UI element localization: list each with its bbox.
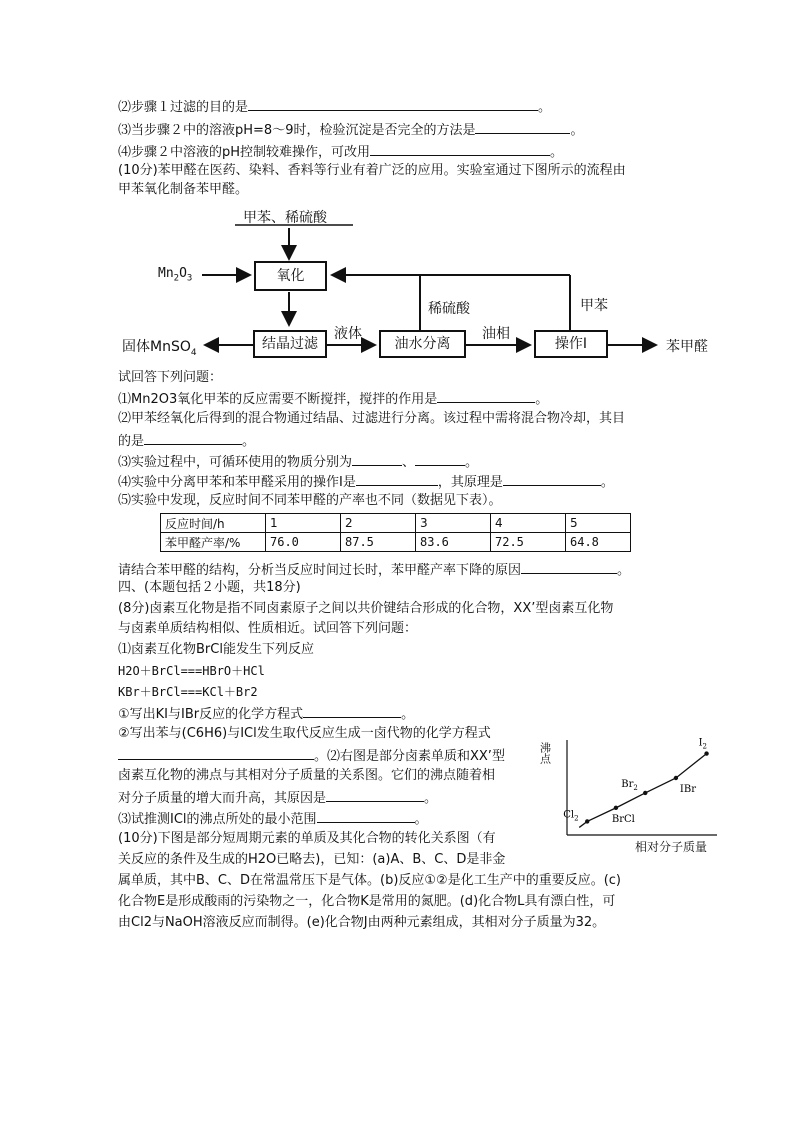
b-question-5: ⑸实验中发现，反应时间不同苯甲醛的产率也不同（数据见下表）。 — [118, 493, 502, 508]
period: 。 — [242, 434, 256, 449]
s4-sub-2b — [118, 747, 505, 765]
period: 。 — [617, 563, 631, 578]
s4-sub-2c: 卤素互化物的沸点与其相对分子质量的关系图。它们的沸点随着相 — [118, 768, 496, 783]
period: 。 — [538, 100, 552, 115]
yield-table — [160, 513, 631, 552]
period: 。 — [401, 707, 415, 722]
data-point — [585, 819, 589, 823]
s4-sub-2: ②写出苯与(C6H6)与ICl发生取代反应生成一卤代物的化学方程式 — [118, 726, 491, 741]
flow-oxidation-box: 氧化 — [254, 261, 327, 291]
period: 。 — [424, 791, 438, 806]
table-cell: 5 — [566, 514, 631, 533]
separator: 、 — [402, 455, 416, 470]
answer-blank[interactable] — [248, 98, 538, 111]
s4-para2e: 由Cl2与NaOH溶液反应而制得。(e)化合物J由两种元素组成，其相对分子质量为32。 — [118, 915, 606, 930]
table-cell: 1 — [266, 514, 341, 533]
answer-blank[interactable] — [370, 143, 550, 156]
flow-oil-label: 油相 — [482, 326, 510, 342]
flow-operation-box: 操作Ⅰ — [534, 330, 608, 358]
boiling-point-chart — [538, 730, 725, 860]
s4-sub-1-text: ①写出KI与IBr反应的化学方程式 — [118, 707, 304, 722]
s4-equation-2: KBr＋BrCl===KCl＋Br2 — [118, 685, 258, 699]
question-3-text: ⑶当步骤２中的溶液pH=8～9时，检验沉淀是否完全的方法是 — [118, 123, 476, 138]
table-cell: 苯甲醛产率/% — [161, 533, 266, 552]
y-axis-label: 沸点 — [538, 742, 552, 764]
b-question-1 — [118, 390, 548, 408]
data-label: $Cl_2$ — [563, 809, 579, 823]
answer-blank[interactable] — [356, 473, 438, 486]
b-question-2b-text: 的是 — [118, 434, 145, 449]
answer-blank[interactable] — [317, 810, 415, 823]
s4-sub-3-text: ⑶试推测ICl的沸点所处的最小范围 — [118, 812, 317, 827]
prompt: 试回答下列问题： — [118, 370, 223, 385]
s4-sub-2d-text: 对分子质量的增大而升高，其原因是 — [118, 791, 327, 806]
s4-equation-1: H2O＋BrCl===HBrO＋HCl — [118, 664, 265, 678]
answer-blank[interactable] — [415, 453, 465, 466]
table-row — [161, 514, 631, 533]
s4-para2b: 关反应的条件及生成的H2O已略去)，已知：(a)A、B、C、D是非金 — [118, 852, 506, 867]
s4-sub-2d — [118, 789, 437, 807]
period: 。 — [550, 145, 564, 160]
period: 。 — [414, 812, 428, 827]
s4-question-1: ⑴卤素互化物BrCl能发生下列反应 — [118, 642, 314, 657]
flow-liquid-label: 液体 — [334, 326, 362, 342]
question-2-text: ⑵步骤１过滤的目的是 — [118, 100, 249, 115]
flow-solid-label: 固体MnSO$_4$ — [122, 339, 197, 358]
b-question-3-text: ⑶实验过程中，可循环使用的物质分别为 — [118, 455, 353, 470]
data-point — [704, 751, 708, 755]
table-cell: 87.5 — [341, 533, 416, 552]
s4-sub-3 — [118, 810, 428, 828]
section-4-title: 四、(本题包括２小题，共18分) — [118, 580, 301, 595]
s4-para1a: (8分)卤素互化物是指不同卤素原子之间以共价键结合形成的化合物，XX’型卤素互化物 — [118, 601, 614, 616]
data-label: IBr — [679, 784, 697, 795]
answer-blank[interactable] — [475, 121, 570, 134]
table-cell: 64.8 — [566, 533, 631, 552]
b-question-4 — [118, 473, 614, 491]
flow-separate-box: 油水分离 — [379, 330, 466, 358]
flow-top-input: 甲苯、稀硫酸 — [243, 210, 327, 226]
data-point — [674, 776, 678, 780]
period: 。 — [465, 455, 479, 470]
answer-blank[interactable] — [521, 561, 617, 574]
answer-blank[interactable] — [326, 789, 424, 802]
s4-sub-1 — [118, 705, 414, 723]
table-cell: 83.6 — [416, 533, 491, 552]
answer-blank[interactable] — [503, 473, 601, 486]
period: 。 — [535, 392, 549, 407]
b-question-2b — [118, 432, 255, 450]
data-point — [614, 806, 618, 810]
benzaldehyde-intro-2: 甲苯氧化制备苯甲醛。 — [118, 182, 249, 197]
question-2-line — [118, 98, 551, 116]
table-row — [161, 533, 631, 552]
answer-blank[interactable] — [118, 747, 314, 760]
s4-para2d: 化合物E是形成酸雨的污染物之一，化合物K是常用的氮肥。(d)化合物L具有漂白性，可 — [118, 894, 616, 909]
table-cell: 72.5 — [491, 533, 566, 552]
flow-product-label: 苯甲醛 — [666, 339, 708, 355]
x-axis-label: 相对分子质量 — [635, 840, 708, 854]
answer-blank[interactable] — [303, 705, 401, 718]
flow-crystallize-box: 结晶过滤 — [253, 330, 327, 358]
data-point — [643, 791, 647, 795]
b-question-5b — [118, 561, 630, 579]
table-cell: 3 — [416, 514, 491, 533]
question-4-line — [118, 143, 563, 161]
period: 。 — [570, 123, 584, 138]
table-cell: 76.0 — [266, 533, 341, 552]
answer-blank[interactable] — [352, 453, 402, 466]
question-4-text: ⑷步骤２中溶液的pH控制较难操作，可改用 — [118, 145, 371, 160]
question-3-line — [118, 121, 583, 139]
s4-para2c: 属单质，其中B、C、D在常温常压下是气体。(b)反应①②是化工生产中的重要反应。(c) — [118, 873, 622, 888]
s4-para1b: 与卤素单质结构相似、性质相近。试回答下列问题： — [118, 621, 418, 636]
data-label: $I_2$ — [698, 737, 707, 751]
table-cell: 2 — [341, 514, 416, 533]
b-question-4b-text: ，其原理是 — [437, 475, 503, 490]
flow-mn2o3: $Mn_2O_3$ — [158, 266, 193, 284]
b-question-3 — [118, 453, 478, 471]
b-question-4a-text: ⑷实验中分离甲苯和苯甲醛采用的操作Ⅰ是 — [118, 475, 356, 490]
flow-acid-label: 稀硫酸 — [428, 301, 470, 317]
answer-blank[interactable] — [144, 432, 242, 445]
flow-toluene-label: 甲苯 — [580, 298, 608, 314]
b-question-2a: ⑵甲苯经氧化后得到的混合物通过结晶、过滤进行分离。该过程中需将混合物冷却，其目 — [118, 411, 626, 426]
b-question-1-text: ⑴Mn2O3氧化甲苯的反应需要不断搅拌，搅拌的作用是 — [118, 392, 438, 407]
data-label: BrCl — [611, 813, 635, 825]
answer-blank[interactable] — [437, 390, 535, 403]
data-label: $Br_2$ — [621, 778, 638, 792]
period: 。 — [600, 475, 614, 490]
table-cell: 反应时间/h — [161, 514, 266, 533]
benzaldehyde-intro-1: (10分)苯甲醛在医药、染料、香料等行业有着广泛的应用。实验室通过下图所示的流程由 — [118, 163, 626, 178]
s4-sub-2b-text: 。⑵右图是部分卤素单质和XX’型 — [314, 749, 505, 764]
b-question-5b-text: 请结合苯甲醛的结构，分析当反应时间过长时，苯甲醛产率下降的原因 — [118, 563, 522, 578]
table-cell: 4 — [491, 514, 566, 533]
s4-para2a: (10分)下图是部分短周期元素的单质及其化合物的转化关系图（有 — [118, 831, 496, 846]
